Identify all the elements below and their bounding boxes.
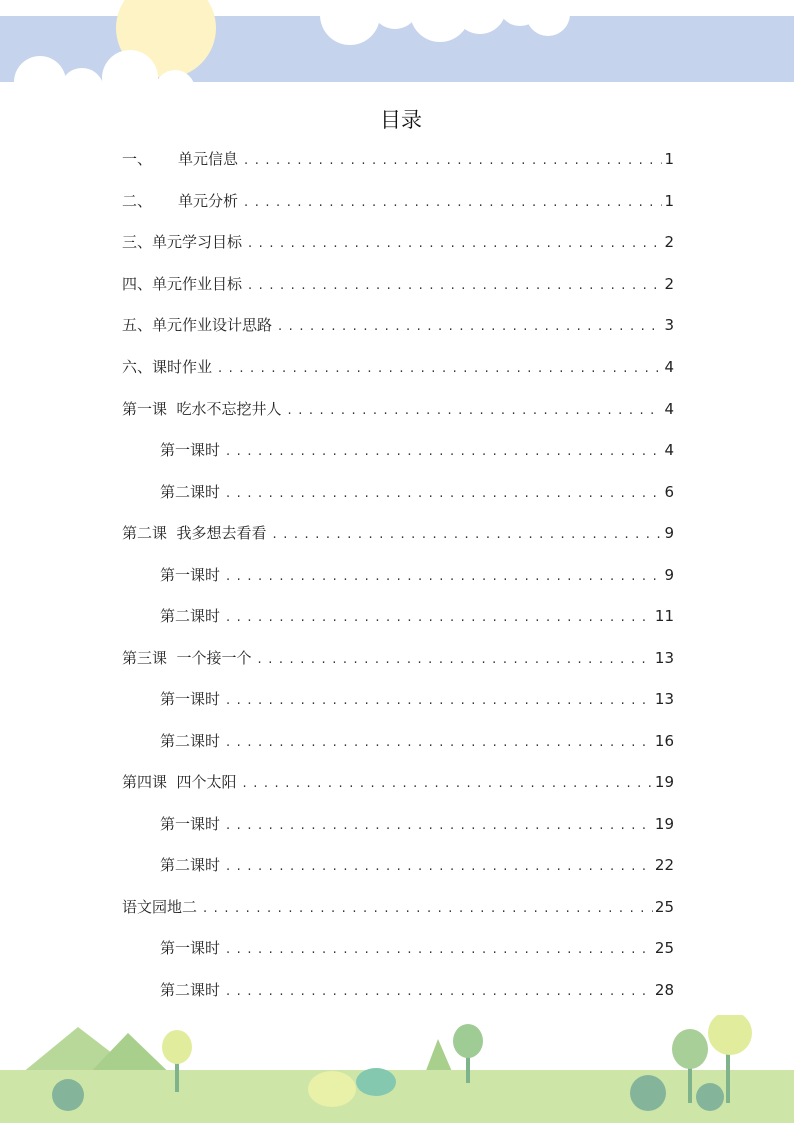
dot-leader [226,735,653,750]
toc-entry[interactable] [122,273,674,295]
dot-leader [218,361,662,376]
toc-page-number: 4 [664,358,674,376]
toc-entry[interactable] [122,314,674,336]
dot-leader [226,693,653,708]
dot-leader [226,859,653,874]
dot-leader [244,153,662,168]
bush-icon [630,1075,666,1111]
toc-page-number: 4 [664,400,674,418]
toc-entry[interactable] [160,605,674,627]
toc-page-number: 28 [654,981,674,999]
dot-leader [226,569,662,584]
toc-entry-number: 一、 [122,150,153,168]
bush-icon [308,1071,356,1107]
dot-leader [248,236,662,251]
toc-entry[interactable] [160,937,674,959]
bush-icon [356,1068,396,1096]
toc-entry-text: 语文园地二 [122,898,198,916]
dot-leader [203,901,653,916]
dot-leader [258,652,653,667]
dot-leader [288,403,663,418]
dot-leader [273,527,663,542]
toc-entry-text: 单元信息 [178,150,239,168]
dot-leader [226,984,653,999]
toc-entry[interactable] [160,688,674,710]
toc-entry-text: 第二课时 [160,732,221,750]
toc-page-number: 6 [664,483,674,501]
toc-page-number: 25 [654,939,674,957]
toc-entry[interactable] [160,730,674,752]
bush-icon [52,1079,84,1111]
toc-entry-text: 单元分析 [178,192,239,210]
toc-page-number: 22 [654,856,674,874]
toc-entry-text: 第一课时 [160,690,221,708]
toc-entry-text: 第一课时 [160,815,221,833]
toc-page-number: 16 [654,732,674,750]
toc-page-number: 25 [654,898,674,916]
toc-entry[interactable] [160,481,674,503]
toc-entry-text: 第三课 一个接一个 [122,649,252,667]
dot-leader [226,942,653,957]
toc-entry-number: 二、 [122,192,153,210]
toc-entry[interactable] [122,356,674,378]
toc-page-number: 4 [664,441,674,459]
toc-entry-text: 第二课时 [160,981,221,999]
toc-entry[interactable] [160,813,674,835]
toc-entry[interactable] [122,148,674,170]
toc-page-number: 9 [664,566,674,584]
toc-entry-text: 第四课 四个太阳 [122,773,237,791]
toc-entry-text: 第二课时 [160,607,221,625]
toc-entry-text: 三、单元学习目标 [122,233,243,251]
bottom-landscape-banner [0,1015,794,1123]
toc-entry-label [122,190,244,211]
bush-icon [696,1083,724,1111]
dot-leader [226,818,653,833]
dot-leader [248,278,662,293]
toc-entry[interactable] [122,896,674,918]
page-title: 目录 [380,108,422,132]
toc-entry[interactable] [122,231,674,253]
dot-leader [226,444,662,459]
toc-entry[interactable] [122,771,674,793]
toc-entry-text: 第一课时 [160,939,221,957]
toc-page-number: 2 [664,233,674,251]
toc-entry-text: 六、课时作业 [122,358,213,376]
toc-entry[interactable] [122,190,674,212]
toc-page-number: 1 [664,150,674,168]
dot-leader [244,195,662,210]
dot-leader [278,319,662,334]
toc-page-number: 9 [664,524,674,542]
toc-entry-text: 第一课时 [160,566,221,584]
toc-page-number: 2 [664,275,674,293]
toc-entry-text: 第一课时 [160,441,221,459]
toc-page-number: 11 [654,607,674,625]
toc-entry-text: 五、单元作业设计思路 [122,316,273,334]
toc-entry-text: 第二课时 [160,483,221,501]
toc-page-number: 3 [664,316,674,334]
toc-entry-text: 第一课 吃水不忘挖井人 [122,400,282,418]
dot-leader [226,486,662,501]
toc-page-number: 19 [654,773,674,791]
toc-page-number: 19 [654,815,674,833]
grass-ground [0,1070,794,1123]
toc-page-number: 13 [654,690,674,708]
toc-entry-label [122,148,244,169]
dot-leader [243,776,653,791]
toc-entry[interactable] [122,647,674,669]
toc-entry-text: 第二课时 [160,856,221,874]
toc-entry[interactable] [122,522,674,544]
toc-page-number: 1 [664,192,674,210]
toc-entry[interactable] [160,979,674,1001]
dot-leader [226,610,653,625]
toc-page-number: 13 [654,649,674,667]
toc-entry[interactable] [160,439,674,461]
toc-entry-text: 第二课 我多想去看看 [122,524,267,542]
toc-entry[interactable] [160,564,674,586]
toc-entry-text: 四、单元作业目标 [122,275,243,293]
toc-entry[interactable] [122,398,674,420]
toc-entry[interactable] [160,854,674,876]
